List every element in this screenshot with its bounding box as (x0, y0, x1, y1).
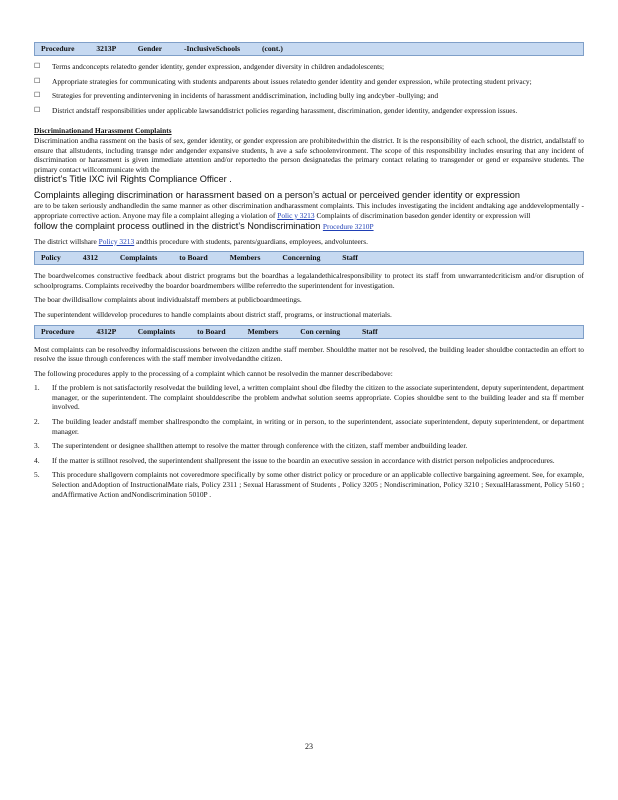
item-number: 5. (34, 470, 40, 480)
numbered-item (34, 441, 584, 451)
checkbox-bullet-icon: ☐ (34, 76, 41, 85)
header-text: (cont.) (261, 44, 283, 53)
header-text: Members (247, 326, 279, 336)
header-text: to Board (197, 326, 226, 336)
item-number: 3. (34, 441, 40, 451)
paragraph-text: Complaints of discrimination basedon gender identity or expression will (316, 210, 531, 220)
header-text: Policy (41, 253, 61, 263)
header-text: Concerning (282, 253, 321, 263)
header-text: Gender (137, 44, 163, 53)
procedure-3210p-link[interactable]: Procedure 3210P (322, 221, 374, 231)
list-item (34, 91, 584, 101)
paragraph-text: andthis procedure with students, parents/guardians, employees, andvolunteers. (136, 236, 368, 246)
paragraph-text: follow the complaint process outlined in the district’s Nondiscrimination (34, 220, 321, 231)
header-text: Procedure (41, 326, 75, 336)
policy-3213-link[interactable]: Policy 3213 (98, 236, 135, 246)
paragraph-lead: Complaints alleging discrimination or harassment based on a person’s actual or perceived gender identity or expression (34, 190, 521, 201)
header-text: Complaints (137, 326, 176, 336)
numbered-item (34, 417, 584, 436)
section-header-policy-4312 (34, 251, 584, 265)
item-text: If the problem is not satisfactorily resolvedat the building level, a written complaint shoul dbe filedby the citizen to the associate superintendent, deputy superintendent, department manager, or the superintendent. The complaint shoulddescribe the problem andwhat solution seems appropriate. Copies shouldbe sent to the building leader and sta ff member involved. (52, 383, 584, 412)
item-text: This procedure shallgovern complaints not coveredmore specifically by some other district policy or procedure or an applicable collective bargaining agreement. See, for example, Selection andAdoption of InstructionalMate rials, Policy 2311 ; Sexual Harassment of Students , Policy 3205 ; Nondiscrimination, Policy 3210 ; SexualHarassment, Policy 5160 ; andAffirmative Action andNondiscrimination 5010P . (52, 470, 584, 499)
item-text: If the matter is stillnot resolved, the superintendent shallpresent the issue to the boardin an executive session in accordance with district person nelpolicies andprocedures. (52, 455, 555, 465)
section-header-procedure-4312p (34, 325, 584, 339)
paragraph: The following procedures apply to the processing of a complaint which cannot be resolvedin the manner describedabove: (34, 368, 393, 378)
numbered-item (34, 456, 584, 466)
list-item (34, 106, 584, 116)
header-text: 3213P (96, 44, 116, 53)
page-number: 23 (305, 742, 313, 751)
paragraph-text: The district willshare (34, 236, 97, 246)
policy-3213-link[interactable]: Polic y 3213 (277, 210, 315, 220)
checkbox-bullet-icon: ☐ (34, 91, 41, 100)
header-text: Con cerning (300, 326, 341, 336)
checkbox-bullet-icon: ☐ (34, 105, 41, 114)
header-text: Staff (362, 326, 378, 336)
list-item-text: Terms andconcepts relatedto gender identity, gender expression, andgender diversity in children andadolescents; (52, 62, 385, 71)
header-text: 4312 (82, 253, 98, 263)
header-text: Staff (342, 253, 358, 263)
paragraph-text: are to be taken seriously andhandledin the same manner as other discrimination andharassment complaints. This includes investigating the incident andtaking age anddevelopmentally -appropriate corrective action. Anyone may file a complaint alleging a violation of (34, 201, 584, 220)
discrimination-harassment-section (34, 126, 584, 246)
header-text: 4312P (96, 326, 116, 336)
paragraph: Most complaints can be resolvedby informaldiscussions between the citizen andthe staff member. Shouldthe matter not be resolved, the building leader shouldbe contactedin an effort to resolve the issue through conferences with the staff member involvedandthe citizen. (34, 344, 584, 364)
document-page (34, 42, 584, 751)
item-number: 2. (34, 417, 40, 427)
list-item-text: Appropriate strategies for communicating with students andparents about issues relatedto gender identity and gender expression, while protecting student privacy; (52, 76, 532, 86)
item-number: 1. (34, 383, 40, 393)
paragraph: The superintendent willdevelop procedures to handle complaints about district staff, programs, or instructional materials. (34, 309, 392, 319)
checkbox-bullet-icon: ☐ (34, 62, 41, 70)
numbered-item (34, 383, 584, 412)
header-text: to Board (179, 253, 208, 263)
list-item-text: Strategies for preventing andintervening in incidents of harassment anddiscrimination, including bully ing andcyber -bullying; and (52, 91, 439, 101)
list-item-text: District andstaff responsibilities under applicable lawsanddistrict policies regarding harassment, discrimination, gender identity, andgender expression issues. (52, 105, 518, 115)
paragraph (34, 136, 584, 174)
section-title: Discriminationand Harassment Complaints (34, 126, 172, 136)
item-number: 4. (34, 455, 40, 465)
list-item (34, 77, 584, 87)
paragraph: The boar dwilldisallow complaints about individualstaff members at publicboardmeetings. (34, 295, 302, 305)
header-text: Members (229, 253, 261, 263)
header-text: Procedure (41, 44, 75, 53)
paragraph-text: district’s Title IXC ivil Rights Compliance Officer . (34, 174, 232, 185)
list-item (34, 62, 584, 72)
paragraph-text: Discrimination andha rassment on the basis of sex, gender identity, or gender expression are prohibitedwithin the district. It is the responsibility of each school, the district, andallstaff to ensure that allstudents, including transge nder andgender expansive students, h ave a safe schoolenvironment. The scope of this responsibility includes ensuring that any incident of discrimination or harassment is given immediate attention and/or reportedto the person designatedas the primary contact relating to transgender or gend er expansive students. The primary contact willcommunicate with the (34, 135, 584, 174)
numbered-item (34, 470, 584, 499)
section-header-procedure-3213p (34, 42, 584, 56)
item-text: The building leader andstaff member shallrespondto the complaint, in writing or in person, to the superintendent, associate superintendent, deputy superintendent, or department manager. (52, 417, 584, 436)
header-text: -InclusiveSchools (183, 44, 241, 53)
paragraph: The boardwelcomes constructive feedback about district programs but the boardhas a legalandethicalresponsibility to protect its staff from unwarrantedcriticism and/or disruption of schoolprograms. Complaints receivedby the boardor boardmembers willbe referredto the superintendent for investigation. (34, 271, 584, 290)
header-text: Complaints (119, 253, 158, 263)
item-text: The superintendent or designee shallthen attempt to resolve the matter through conference with the citizen, staff member andbuilding leader. (52, 441, 468, 451)
